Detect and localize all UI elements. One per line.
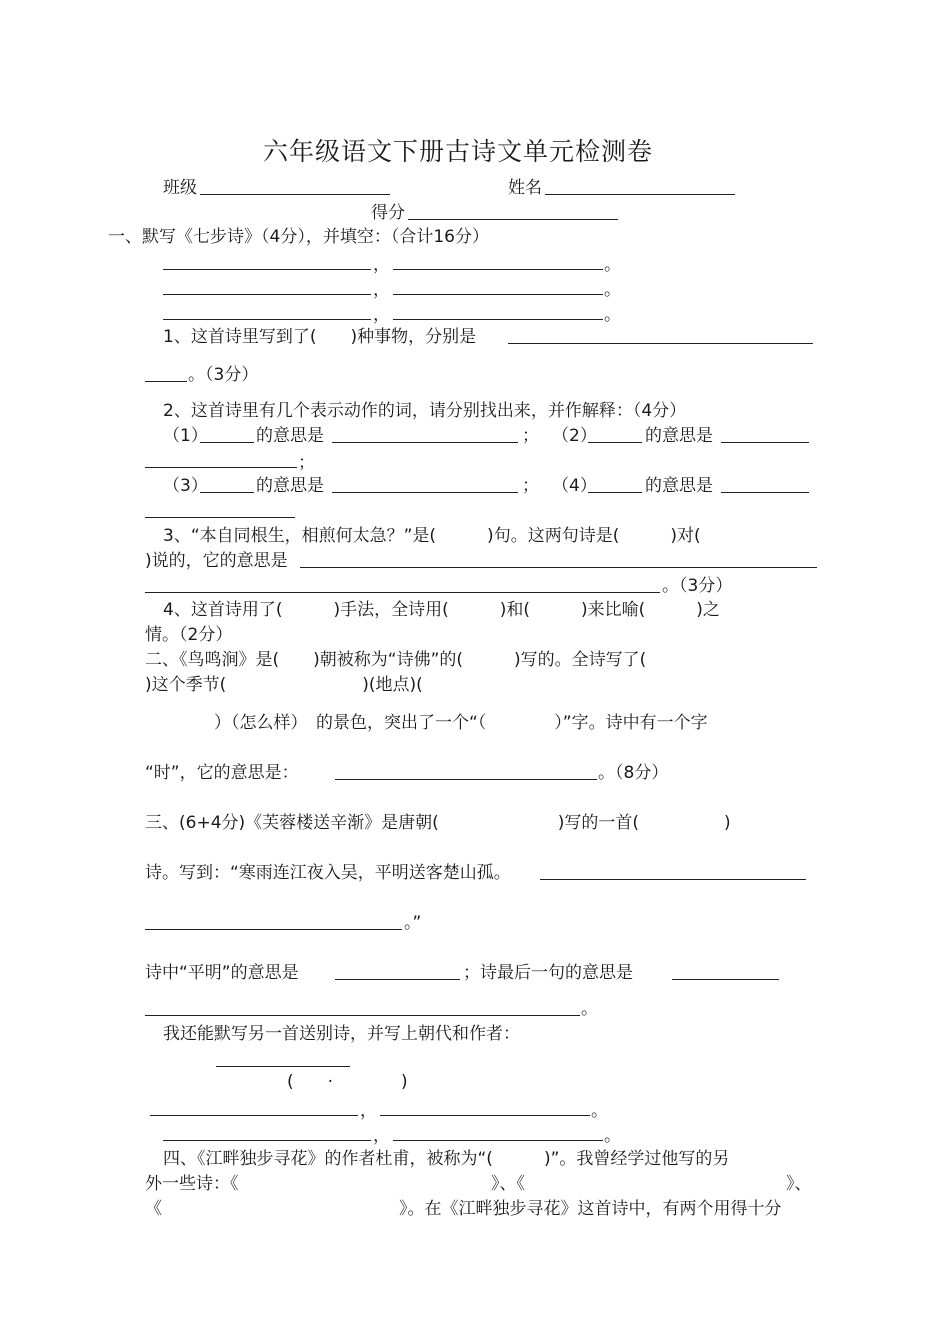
class-label: 班级 xyxy=(163,178,197,198)
section1-heading: 一、默写《七步诗》（4分），并填空：（合计16分） xyxy=(108,227,489,247)
poem-line-2b[interactable] xyxy=(393,294,603,295)
section2-line3: ）（怎么样） 的景色，突出了一个“（ ）”字。诗中有一个字 xyxy=(163,713,708,733)
q2-4-meaning[interactable] xyxy=(721,492,809,493)
period: 。 xyxy=(604,280,621,300)
q2-2-label: 的意思是 xyxy=(645,426,713,446)
s3-extra-poem-title[interactable] xyxy=(216,1066,350,1067)
s3-extra-line-1b[interactable] xyxy=(380,1115,590,1116)
period: 。 xyxy=(581,999,598,1019)
section4-line2a: 外一些诗：《 xyxy=(145,1174,239,1194)
q2-1-label: 的意思是 xyxy=(256,426,324,446)
q2-2-num: （2） xyxy=(552,426,597,446)
q2-2-word[interactable] xyxy=(588,442,642,443)
section3-line4b: ；诗最后一句的意思是 xyxy=(463,963,633,983)
section3-line2: 诗。写到：“寒雨连江夜入吴，平明送客楚山孤。 xyxy=(145,863,511,883)
q1-answer-line[interactable] xyxy=(508,343,813,344)
q3-answer-line[interactable] xyxy=(300,567,817,568)
q2-4-label: 的意思是 xyxy=(645,476,713,496)
poem-line-2a[interactable] xyxy=(163,294,371,295)
period: 。 xyxy=(591,1101,608,1121)
section3-line1: 三、(6+4分)《芙蓉楼送辛渐》是唐朝( )写的一首( ) xyxy=(145,813,731,833)
poem-line-1a[interactable] xyxy=(163,269,371,270)
q2-3-meaning[interactable] xyxy=(332,492,518,493)
section2-line4: “时”，它的意思是： xyxy=(145,763,299,783)
q2-3-num: （3） xyxy=(163,476,208,496)
q3-text: 3、“本自同根生，相煎何太急？”是( )句。这两句诗是( )对( xyxy=(163,526,701,546)
section2-line2: )这个季节( )(地点)( xyxy=(145,675,423,695)
q2-1-meaning[interactable] xyxy=(332,442,518,443)
q4-text-cont: 情。（2分） xyxy=(145,625,233,645)
score-label: 得分 xyxy=(371,203,405,223)
section4-line1: 四、《江畔独步寻花》的作者杜甫，被称为“( )”。我曾经学过他写的另 xyxy=(163,1149,730,1169)
poem-line-1b[interactable] xyxy=(393,269,603,270)
q1-score: 。（3分） xyxy=(188,365,259,385)
comma: ， xyxy=(373,1126,390,1146)
poem-line-3a[interactable] xyxy=(163,319,371,320)
q1-text: 1、这首诗里写到了( )种事物，分别是 xyxy=(163,327,477,347)
q2-3-label: 的意思是 xyxy=(256,476,324,496)
s3-lastline-meaning-cont[interactable] xyxy=(145,1015,580,1016)
period: 。 xyxy=(604,1126,621,1146)
comma: ， xyxy=(373,255,390,275)
period: 。 xyxy=(604,255,621,275)
section2-line1: 二、《鸟鸣涧》是( )朝被称为“诗佛”的( )写的。全诗写了( xyxy=(145,650,647,670)
s2-answer-line[interactable] xyxy=(335,779,597,780)
q2-3-word[interactable] xyxy=(200,492,254,493)
comma: ， xyxy=(360,1101,377,1121)
s3-pingming-meaning[interactable] xyxy=(335,979,460,980)
q3-answer-line-cont[interactable] xyxy=(145,592,660,593)
comma: ， xyxy=(373,305,390,325)
period: 。 xyxy=(604,305,621,325)
q3-text-cont: )说的，它的意思是 xyxy=(145,551,288,571)
section4-line2c: 》、 xyxy=(786,1174,812,1194)
s3-lastline-meaning[interactable] xyxy=(672,979,779,980)
s3-extra-line-2a[interactable] xyxy=(163,1140,371,1141)
section4-line2b: 》、《 xyxy=(491,1174,525,1194)
q2-text: 2、这首诗里有几个表示动作的词，请分别找出来，并作解释：（4分） xyxy=(163,401,687,421)
q2-1-word[interactable] xyxy=(200,442,254,443)
class-field[interactable] xyxy=(200,194,390,195)
semicolon: ； xyxy=(298,453,315,473)
section3-line6: 我还能默写另一首送别诗，并写上朝代和作者： xyxy=(163,1024,520,1044)
q4-text: 4、这首诗用了( )手法，全诗用( )和( )来比喻( )之 xyxy=(163,600,720,620)
q1-answer-line-cont[interactable] xyxy=(145,381,187,382)
name-label: 姓名 xyxy=(508,178,542,198)
s3-quote-end: 。” xyxy=(404,913,422,933)
q2-4-meaning-cont[interactable] xyxy=(145,517,295,518)
s2-score: 。（8分） xyxy=(598,763,669,783)
q2-2-meaning-cont[interactable] xyxy=(145,467,297,468)
score-field[interactable] xyxy=(408,219,618,220)
semicolon: ； xyxy=(522,426,539,446)
page-title: 六年级语文下册古诗文单元检测卷 xyxy=(263,137,654,166)
s3-dynasty-author: ( · ) xyxy=(287,1072,408,1092)
q2-2-meaning[interactable] xyxy=(721,442,809,443)
section4-line3a: 《 xyxy=(145,1199,162,1219)
q3-score: 。（3分） xyxy=(662,576,733,596)
section3-line4: 诗中“平明”的意思是 xyxy=(145,963,299,983)
semicolon: ； xyxy=(522,476,539,496)
s3-poem-line-cont[interactable] xyxy=(145,929,402,930)
q2-4-num: （4） xyxy=(552,476,597,496)
s3-extra-line-2b[interactable] xyxy=(393,1140,603,1141)
section4-line3b: 》。在《江畔独步寻花》这首诗中，有两个用得十分 xyxy=(399,1199,782,1219)
q2-4-word[interactable] xyxy=(588,492,642,493)
poem-line-3b[interactable] xyxy=(393,319,603,320)
s3-extra-line-1a[interactable] xyxy=(150,1115,358,1116)
comma: ， xyxy=(373,280,390,300)
name-field[interactable] xyxy=(545,194,735,195)
s3-poem-line[interactable] xyxy=(540,879,806,880)
q2-1-num: （1） xyxy=(163,426,208,446)
